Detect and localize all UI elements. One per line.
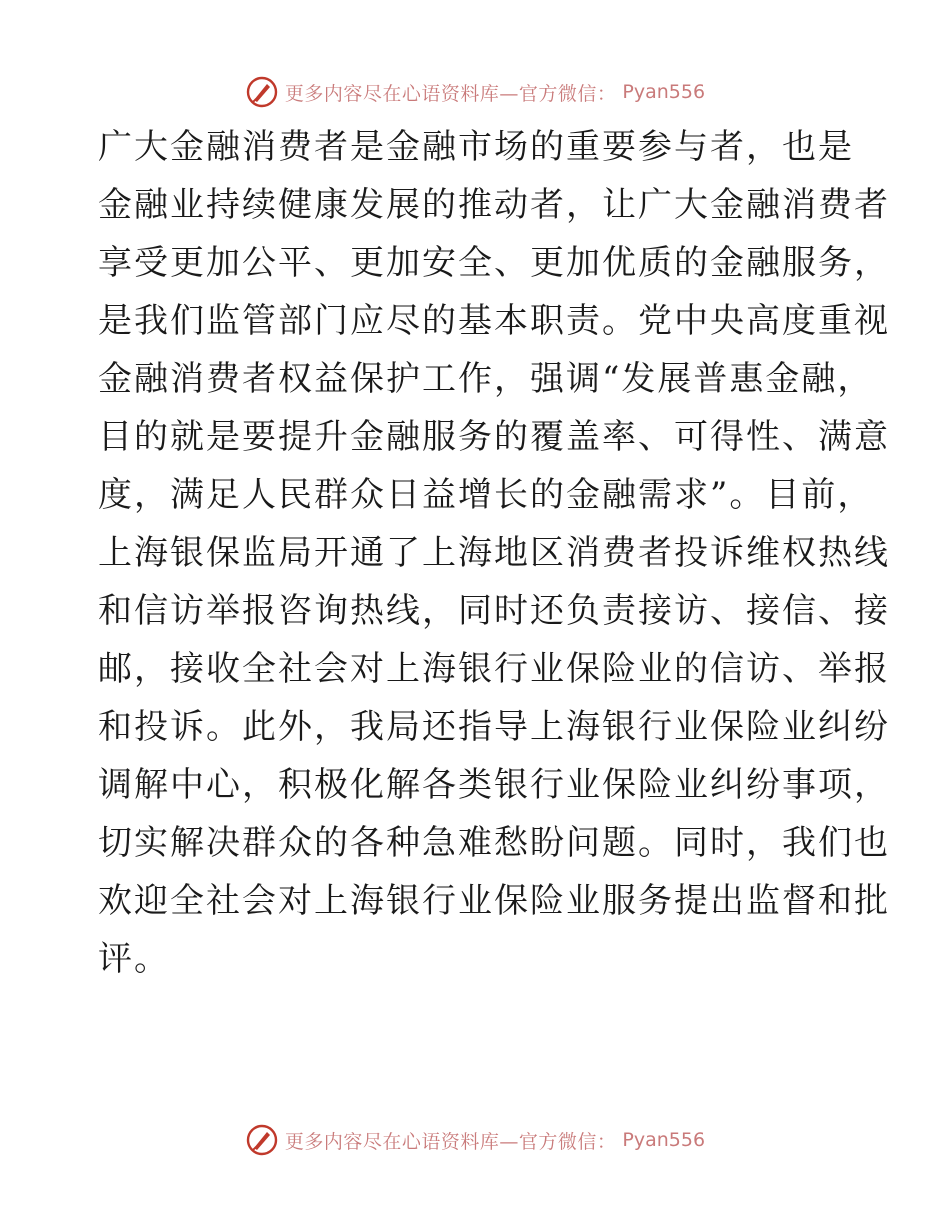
text-line: 和投诉。此外，我局还指导上海银行业保险业纠纷 [98, 707, 890, 747]
text-line: 金融消费者权益保护工作，强调“发展普惠金融， [98, 359, 874, 399]
text-line: 享受更加公平、更加安全、更加优质的金融服务， [98, 243, 890, 283]
text-line: 目的就是要提升金融服务的覆盖率、可得性、满意 [98, 417, 890, 457]
text-line: 金融业持续健康发展的推动者，让广大金融消费者 [98, 185, 890, 225]
text-line: 邮，接收全社会对上海银行业保险业的信访、举报 [98, 649, 890, 689]
body-paragraph [98, 118, 890, 988]
text-line: 欢迎全社会对上海银行业保险业服务提出监督和批 [98, 881, 890, 921]
text-line: 广大金融消费者是金融市场的重要参与者，也是 [98, 127, 854, 167]
header-watermark [0, 72, 950, 112]
watermark-text: 更多内容尽在心语资料库—官方微信： [284, 82, 617, 105]
footer-watermark [0, 1120, 950, 1160]
watermark-wechat-id: Pyan556 [622, 81, 706, 103]
text-line: 和信访举报咨询热线，同时还负责接访、接信、接 [98, 591, 890, 631]
text-line: 度，满足人民群众日益增长的金融需求”。目前， [98, 475, 874, 515]
quill-logo-icon [245, 1123, 279, 1157]
watermark-wechat-id: Pyan556 [622, 1129, 706, 1151]
quill-logo-icon [245, 75, 279, 109]
text-line: 是我们监管部门应尽的基本职责。党中央高度重视 [98, 301, 890, 341]
text-line: 上海银保监局开通了上海地区消费者投诉维权热线 [98, 533, 890, 573]
watermark-text: 更多内容尽在心语资料库—官方微信： [284, 1130, 617, 1153]
text-line: 评。 [98, 939, 170, 979]
text-line: 切实解决群众的各种急难愁盼问题。同时，我们也 [98, 823, 890, 863]
text-line: 调解中心，积极化解各类银行业保险业纠纷事项， [98, 765, 890, 805]
